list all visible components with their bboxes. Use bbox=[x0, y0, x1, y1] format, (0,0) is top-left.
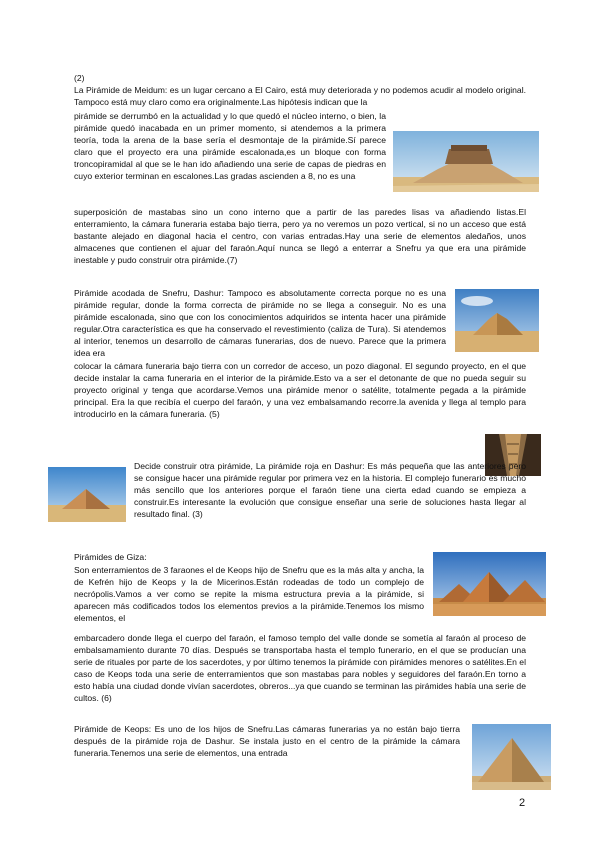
footnote-marker: (2) bbox=[74, 73, 85, 83]
page-number: 2 bbox=[519, 797, 526, 809]
meidum-paragraph-bottom: superposición de mastabas sino un cono interno que a partir de las paredes lisas va añadiendo listas.El enterramiento, la cámara funeraria estaba bajo tierra, pero ya no veremos un pozo vertical, si no un acceso que está bastante alejado en diagonal hacia el centro, con varias entradas.Hay una serie de elementos aledaños, unos almacenes que contienen el ajuar del faraón.Aquí nunca se llegó a enterrar a Snefru ya que era una pirámide inestable y pudo construir otra pirámide.(7) bbox=[74, 207, 526, 266]
roja-paragraph: Decide construir otra pirámide, La pirámide roja en Dashur: Es más pequeña que las anteriores pero se consigue hacer una pirámide regular por primera vez en la historia. El complejo funerario es mucho más sencillo que los anteriores porque el faraón tiene una cierta edad cuando se empieza a construir.Es interesante la evolución que consigue enseñar una serie de soluciones hasta llegar al resultado final. (3) bbox=[134, 461, 526, 520]
keops-pyramid-photo bbox=[472, 724, 551, 790]
giza-pyramids-photo bbox=[433, 552, 546, 616]
meidum-paragraph-wrap: pirámide se derrumbó en la actualidad y lo que quedó el núcleo interno, o bien, la pirámide quedó inacabada en un primer momento, si atendemos a la primera teoría, toda la arena de la base sería el desmontaje de la pirámide.Sí parece claro que el proyecto era una pirámide escalonada,es un bloque con forma troncopiramidal al que se le han ido añadiendo una serie de capas de piedras en cuyo exterior terminan en escalones.Las gradas ascienden a 8, no es una bbox=[74, 111, 386, 182]
meidum-pyramid-photo bbox=[393, 131, 539, 192]
giza-heading: Pirámides de Giza: bbox=[74, 552, 147, 562]
giza-paragraph-full: embarcadero donde llega el cuerpo del faraón, el famoso templo del valle donde se sometía al faraón al proceso de embalsamamiento durante 70 días. Después se transportaba hasta el templo funerario, en el que se producían una serie de rituales por parte de los sacerdotes, y por último tenemos la pirámide con pirámides menores o satélites.En el caso de Keops toda una serie de enterramientos que son mastabas para nobles y seguidores del faraón.En torno a esto había una ciudad donde vivían sacerdotes, obreros...ya que cuando se terminan las pirámides había una serie de cultos. (6) bbox=[74, 633, 526, 704]
roja-pyramid-photo bbox=[48, 467, 126, 522]
acodada-paragraph-full: colocar la cámara funeraria bajo tierra con un corredor de acceso, un pozo diagonal. El segundo proyecto, en el que decide instalar la cama funeraria en el interior de la pirámide.Esto va a ser el detonante de que no pueda seguir su proyecto original y tenga que acordarse.Vemos una pirámide menor o satélite, totalmente pegada a la pirámide principal. Era la que recibía el cuerpo del faraón, y una vez embalsamando recorre.la avenida y llega al templo para introducirlo en la cámara funeraria. (5) bbox=[74, 361, 526, 420]
acodada-pyramid-photo bbox=[455, 289, 539, 352]
giza-paragraph-wrap: Son enterramientos de 3 faraones el de Keops hijo de Snefru que es la más alta y ancha, la de Kefrén hijo de Keops y la de Micerinos.Están rodeadas de todo un complejo de necrópolis.Vamos a ver como se repite la misma estructura previa a la pirámide, si aparecen más codificados todos los elementos previos a la pirámide.Tenemos los mismo elementos, el bbox=[74, 565, 424, 624]
acodada-paragraph-wrap: Pirámide acodada de Snefru, Dashur: Tampoco es absolutamente correcta porque no es una pirámide regular, donde la forma correcta de pirámide no se llega a conseguir. No es una pirámide escalonada, sino que con los conocimientos adquiridos se intenta hacer una pirámide regular.Otra característica es que ha conservado el revestimiento (caliza de Tura). Si atendemos al interior, tenemos un desarrollo de cámaras funerarias, dos de nuevo. Parece que la primera idea era bbox=[74, 288, 446, 359]
keops-paragraph: Pirámide de Keops: Es uno de los hijos de Snefru.Las cámaras funerarias ya no están bajo tierra después de la pirámide roja de Dashur. Se instala justo en el centro de la pirámide la cámara funeraria.Tenemos una serie de elementos, una entrada bbox=[74, 724, 460, 759]
meidum-paragraph-top: La Pirámide de Meidum: es un lugar cercano a El Cairo, está muy deteriorada y no podemos acudir al modelo original. Tampoco está muy claro como era originalmente.Las hipótesis indican que la bbox=[74, 85, 526, 108]
